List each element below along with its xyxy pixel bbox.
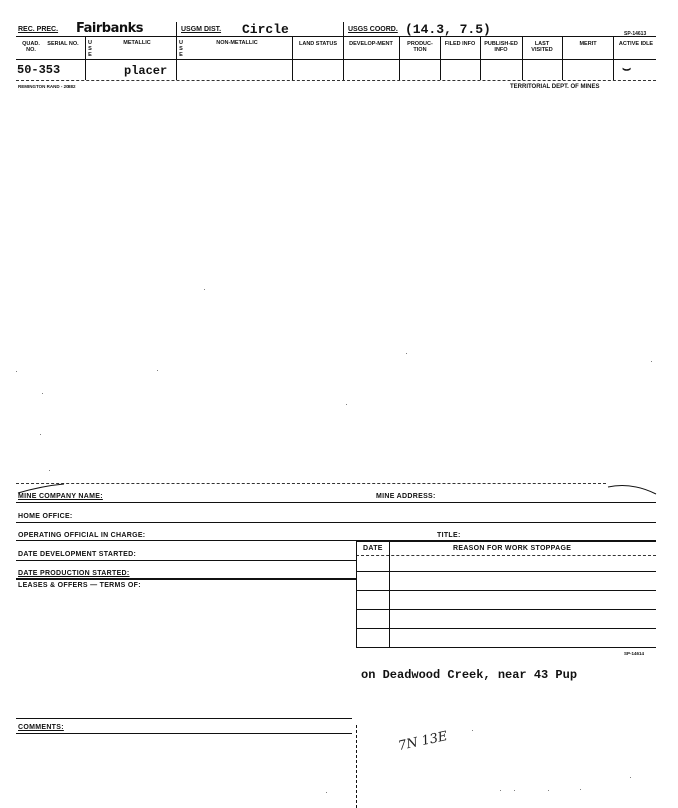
col-use-prefix: U S E xyxy=(179,40,183,58)
speck xyxy=(326,792,327,793)
table-reason-header: REASON FOR WORK STOPPAGE xyxy=(453,545,572,552)
speck xyxy=(16,371,17,372)
rec-prec-label: REC. PREC. xyxy=(18,26,59,33)
speck xyxy=(157,370,158,371)
footer-left-code: 882 xyxy=(68,84,76,89)
title-label: TITLE: xyxy=(437,532,461,539)
usgm-dist-value: Circle xyxy=(242,22,289,37)
location-note: on Deadwood Creek, near 43 Pup xyxy=(361,668,578,682)
speck xyxy=(42,393,43,394)
col-land-status: LAND STATUS xyxy=(299,41,337,47)
date-production-label: DATE PRODUCTION STARTED: xyxy=(18,570,130,577)
col-merit: MERIT xyxy=(579,41,597,47)
mine-address-label: MINE ADDRESS: xyxy=(376,493,436,500)
operating-official-rule xyxy=(16,540,356,541)
footer-right: TERRITORIAL DEPT. OF MINES xyxy=(510,84,600,90)
form-number-top: SP-14613 xyxy=(624,31,647,37)
form-number-bottom: SP-14614 xyxy=(624,651,645,656)
divider xyxy=(562,36,563,80)
quad-serial-value: 50-353 xyxy=(17,63,61,77)
col-development: DEVELOP-MENT xyxy=(349,41,393,47)
table-left-edge xyxy=(356,540,357,648)
col-active-idle: ACTIVE IDLE xyxy=(618,41,654,47)
speck xyxy=(548,790,549,791)
date-production-rule xyxy=(16,578,356,580)
usgm-dist-label: USGM DIST. xyxy=(181,26,222,33)
header-rule xyxy=(16,36,656,37)
comments-underline xyxy=(16,733,352,734)
table-row-rule xyxy=(356,571,656,572)
date-development-rule xyxy=(16,560,356,561)
col-production: PRODUC-TION xyxy=(407,41,433,53)
divider xyxy=(85,36,86,80)
card-edge-curve xyxy=(12,480,660,502)
col-published-info: PUBLISH-ED INFO xyxy=(484,41,518,53)
usgs-coord-value: (14.3, 7.5) xyxy=(405,22,491,37)
col-filed-info: FILED INFO xyxy=(444,41,476,47)
home-office-rule xyxy=(16,522,656,523)
table-row-rule xyxy=(356,609,656,610)
usgs-coord-label: USGS COORD. xyxy=(348,26,398,33)
column-header-rule xyxy=(16,59,656,60)
table-col-divider xyxy=(389,540,390,648)
divider xyxy=(343,22,344,80)
table-header-rule xyxy=(356,555,656,556)
col-use-prefix: U S E xyxy=(88,40,92,58)
mine-company-name-label: MINE COMPANY NAME: xyxy=(18,493,103,500)
speck xyxy=(514,790,515,791)
table-top-rule xyxy=(356,540,656,542)
speck xyxy=(472,730,473,731)
home-office-label: HOME OFFICE: xyxy=(18,513,73,520)
divider xyxy=(613,36,614,80)
speck xyxy=(500,790,501,791)
speck xyxy=(346,404,347,405)
leases-offers-label: LEASES & OFFERS — TERMS OF: xyxy=(18,582,141,589)
table-row-rule xyxy=(356,590,656,591)
speck xyxy=(651,361,652,362)
speck xyxy=(49,470,50,471)
table-date-header: DATE xyxy=(363,545,383,552)
col-serial-no: SERIAL NO. xyxy=(47,41,79,47)
table-bottom-rule xyxy=(356,647,656,648)
col-quad-no: QUAD. NO. xyxy=(22,41,40,53)
col-metallic: METALLIC xyxy=(123,40,151,46)
mine-company-rule xyxy=(16,502,656,503)
comments-label: COMMENTS: xyxy=(18,724,64,731)
divider xyxy=(480,36,481,80)
rec-prec-value: Fairbanks xyxy=(76,21,143,36)
speck xyxy=(204,289,205,290)
divider xyxy=(292,36,293,80)
divider xyxy=(399,36,400,80)
speck xyxy=(580,789,581,790)
handwritten-note: 7N 13E xyxy=(396,728,449,755)
comments-right-edge xyxy=(356,725,357,808)
row-bottom-rule xyxy=(16,80,656,81)
date-development-label: DATE DEVELOPMENT STARTED: xyxy=(18,551,137,558)
active-idle-mark: ⌣ xyxy=(622,62,632,78)
divider xyxy=(176,22,177,80)
comments-top-rule xyxy=(16,718,352,719)
operating-official-label: OPERATING OFFICIAL IN CHARGE: xyxy=(18,532,146,539)
divider xyxy=(522,36,523,80)
metallic-value: placer xyxy=(124,64,168,78)
speck xyxy=(40,434,41,435)
col-last-visited: LAST VISITED xyxy=(531,41,553,53)
divider xyxy=(440,36,441,80)
speck xyxy=(630,777,631,778)
speck xyxy=(406,353,407,354)
footer-left: REMINGTON RAND - 20 xyxy=(18,84,69,89)
col-non-metallic: NON-METALLIC xyxy=(216,40,258,46)
table-row-rule xyxy=(356,628,656,629)
